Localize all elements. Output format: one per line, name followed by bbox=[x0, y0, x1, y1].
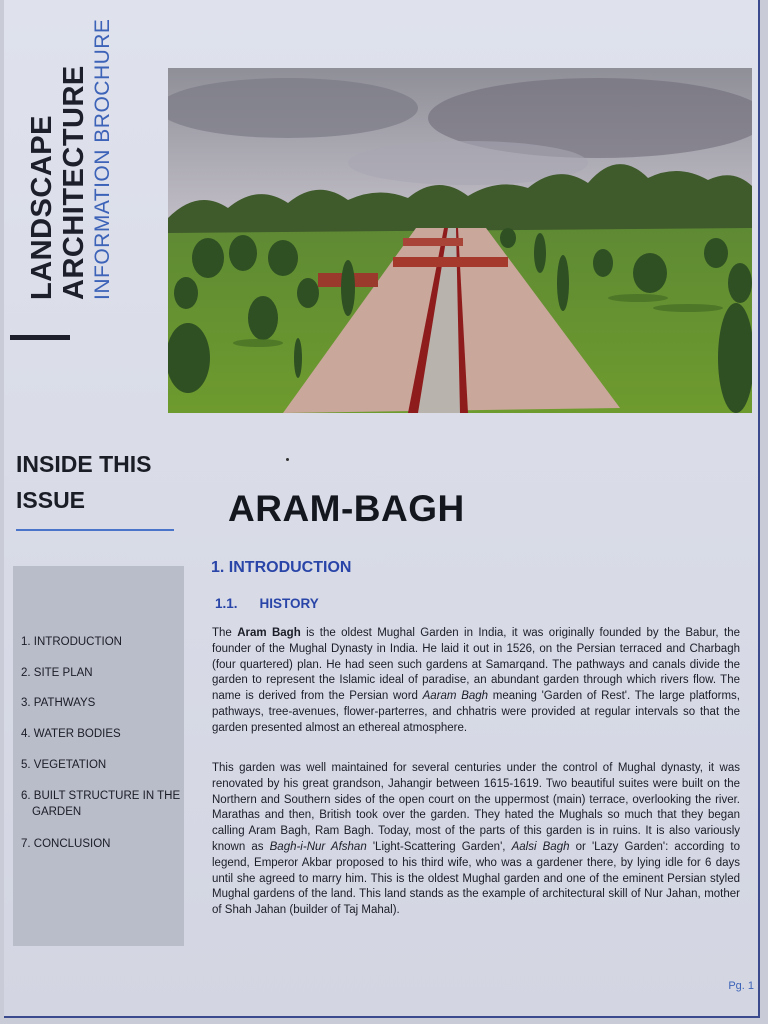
para1-text-start: The bbox=[212, 627, 238, 639]
toc-label: BUILT STRUCTURE IN THE bbox=[33, 790, 181, 802]
toc-label: VEGETATION bbox=[33, 759, 107, 771]
toc-label: INTRODUCTION bbox=[33, 636, 122, 648]
toc-item-built-structure[interactable] bbox=[21, 788, 181, 820]
toc-item-site-plan[interactable] bbox=[21, 665, 181, 681]
inside-heading-line1: INSIDE THIS bbox=[16, 451, 152, 477]
page-number: Pg. 1 bbox=[728, 980, 754, 992]
toc-number: 7. bbox=[21, 838, 31, 850]
para1-text-middle: is the oldest Mughal Garden in India, it was originally founded by the Babur, the founder of the Mughal Dynasty in India. He laid it out in 1526, on the Persian terraced and Charbagh (four quartered) plan. He had seen such gardens at Samarqand. The pathways and canals divide the garden to represent the Islamic ideal of paradise, an abundant garden through which rivers flow. The name is derived from the Persian word bbox=[212, 627, 740, 703]
inside-heading-rule bbox=[16, 529, 174, 531]
section-heading bbox=[211, 559, 351, 577]
history-paragraph-1 bbox=[212, 626, 740, 737]
toc-label-continued: GARDEN bbox=[32, 806, 82, 818]
para2-text-end: or 'Lazy Garden': according to legend, Emperor Akbar proposed to his third wife, who was a gardener there, by lying idle for 6 days until she agreed to marry him. This is the oldest Mughal garden and one of the eminent Persian styled Mughal gardens of the land. This land stands as the example of architectural skill of Nur Jahan, mother of Shah Jahan (builder of Taj Mahal). bbox=[212, 840, 740, 917]
stray-dot bbox=[286, 458, 289, 461]
toc-label: CONCLUSION bbox=[33, 838, 111, 850]
vertical-brochure-title bbox=[26, 19, 116, 300]
toc-item-conclusion[interactable] bbox=[21, 836, 181, 852]
para1-italic-aaram-bagh: Aaram Bagh bbox=[422, 690, 489, 703]
toc-number: 2. bbox=[21, 667, 31, 679]
section-number: 1. bbox=[211, 559, 225, 576]
brochure-title-line-landscape: LANDSCAPE bbox=[26, 115, 58, 300]
brochure-page bbox=[4, 0, 760, 1018]
toc-number: 6. bbox=[21, 790, 31, 802]
para2-italic-aalsi-bagh: Aalsi Bagh bbox=[511, 840, 570, 853]
page-title: ARAM-BAGH bbox=[228, 488, 465, 529]
subsection-number: 1.1. bbox=[215, 596, 238, 611]
brochure-subtitle: INFORMATION BROCHURE bbox=[91, 18, 114, 300]
para1-text-end: meaning 'Garden of Rest'. The large platforms, pathways, tree-avenues, flower-parterres, and chhatris were provided at regular intervals so that the garden presented almost an ethereal atmosphere. bbox=[212, 690, 740, 734]
para1-bold-aram-bagh: Aram Bagh bbox=[237, 627, 301, 639]
subsection-heading bbox=[215, 596, 319, 611]
inside-heading-line2: ISSUE bbox=[16, 487, 86, 513]
history-paragraph-2 bbox=[212, 761, 740, 919]
toc-number: 3. bbox=[21, 697, 31, 709]
toc-label: PATHWAYS bbox=[33, 697, 96, 709]
para2-text-middle: 'Light-Scattering Garden', bbox=[366, 840, 512, 853]
toc-item-vegetation[interactable] bbox=[21, 757, 181, 773]
toc-number: 4. bbox=[21, 728, 31, 740]
toc-item-water-bodies[interactable] bbox=[21, 726, 181, 742]
para2-italic-nur-afshan: Bagh-i-Nur Afshan bbox=[269, 840, 367, 853]
toc-label: SITE PLAN bbox=[33, 667, 93, 679]
section-label: INTRODUCTION bbox=[228, 559, 352, 576]
toc-label: WATER BODIES bbox=[33, 728, 121, 740]
toc-number: 5. bbox=[21, 759, 31, 771]
title-accent-bar bbox=[10, 335, 70, 340]
brochure-title-line-architecture: ARCHITECTURE bbox=[58, 65, 90, 300]
garden-photo bbox=[168, 68, 752, 413]
toc-item-introduction[interactable] bbox=[21, 634, 181, 650]
toc-number: 1. bbox=[21, 636, 31, 648]
toc-item-pathways[interactable] bbox=[21, 695, 181, 711]
subsection-label: HISTORY bbox=[259, 596, 319, 611]
para2-text-start: This garden was well maintained for several centuries under the control of Mughal dynasty, it was renovated by his great grandson, Jahangir between 1615-1619. Two beautiful suites were built on the Northern and Southern sides of the open court on the uppermost (main) terrace, overlooking the river. Marathas and then, British took over the garden. They hated the Mughals so much that they began calling Aram Bagh, Ram Bagh. Today, most of the parts of this garden is in ruins. It is also variously known as bbox=[212, 762, 740, 853]
table-of-contents bbox=[13, 566, 184, 946]
inside-this-issue-heading bbox=[16, 446, 151, 518]
